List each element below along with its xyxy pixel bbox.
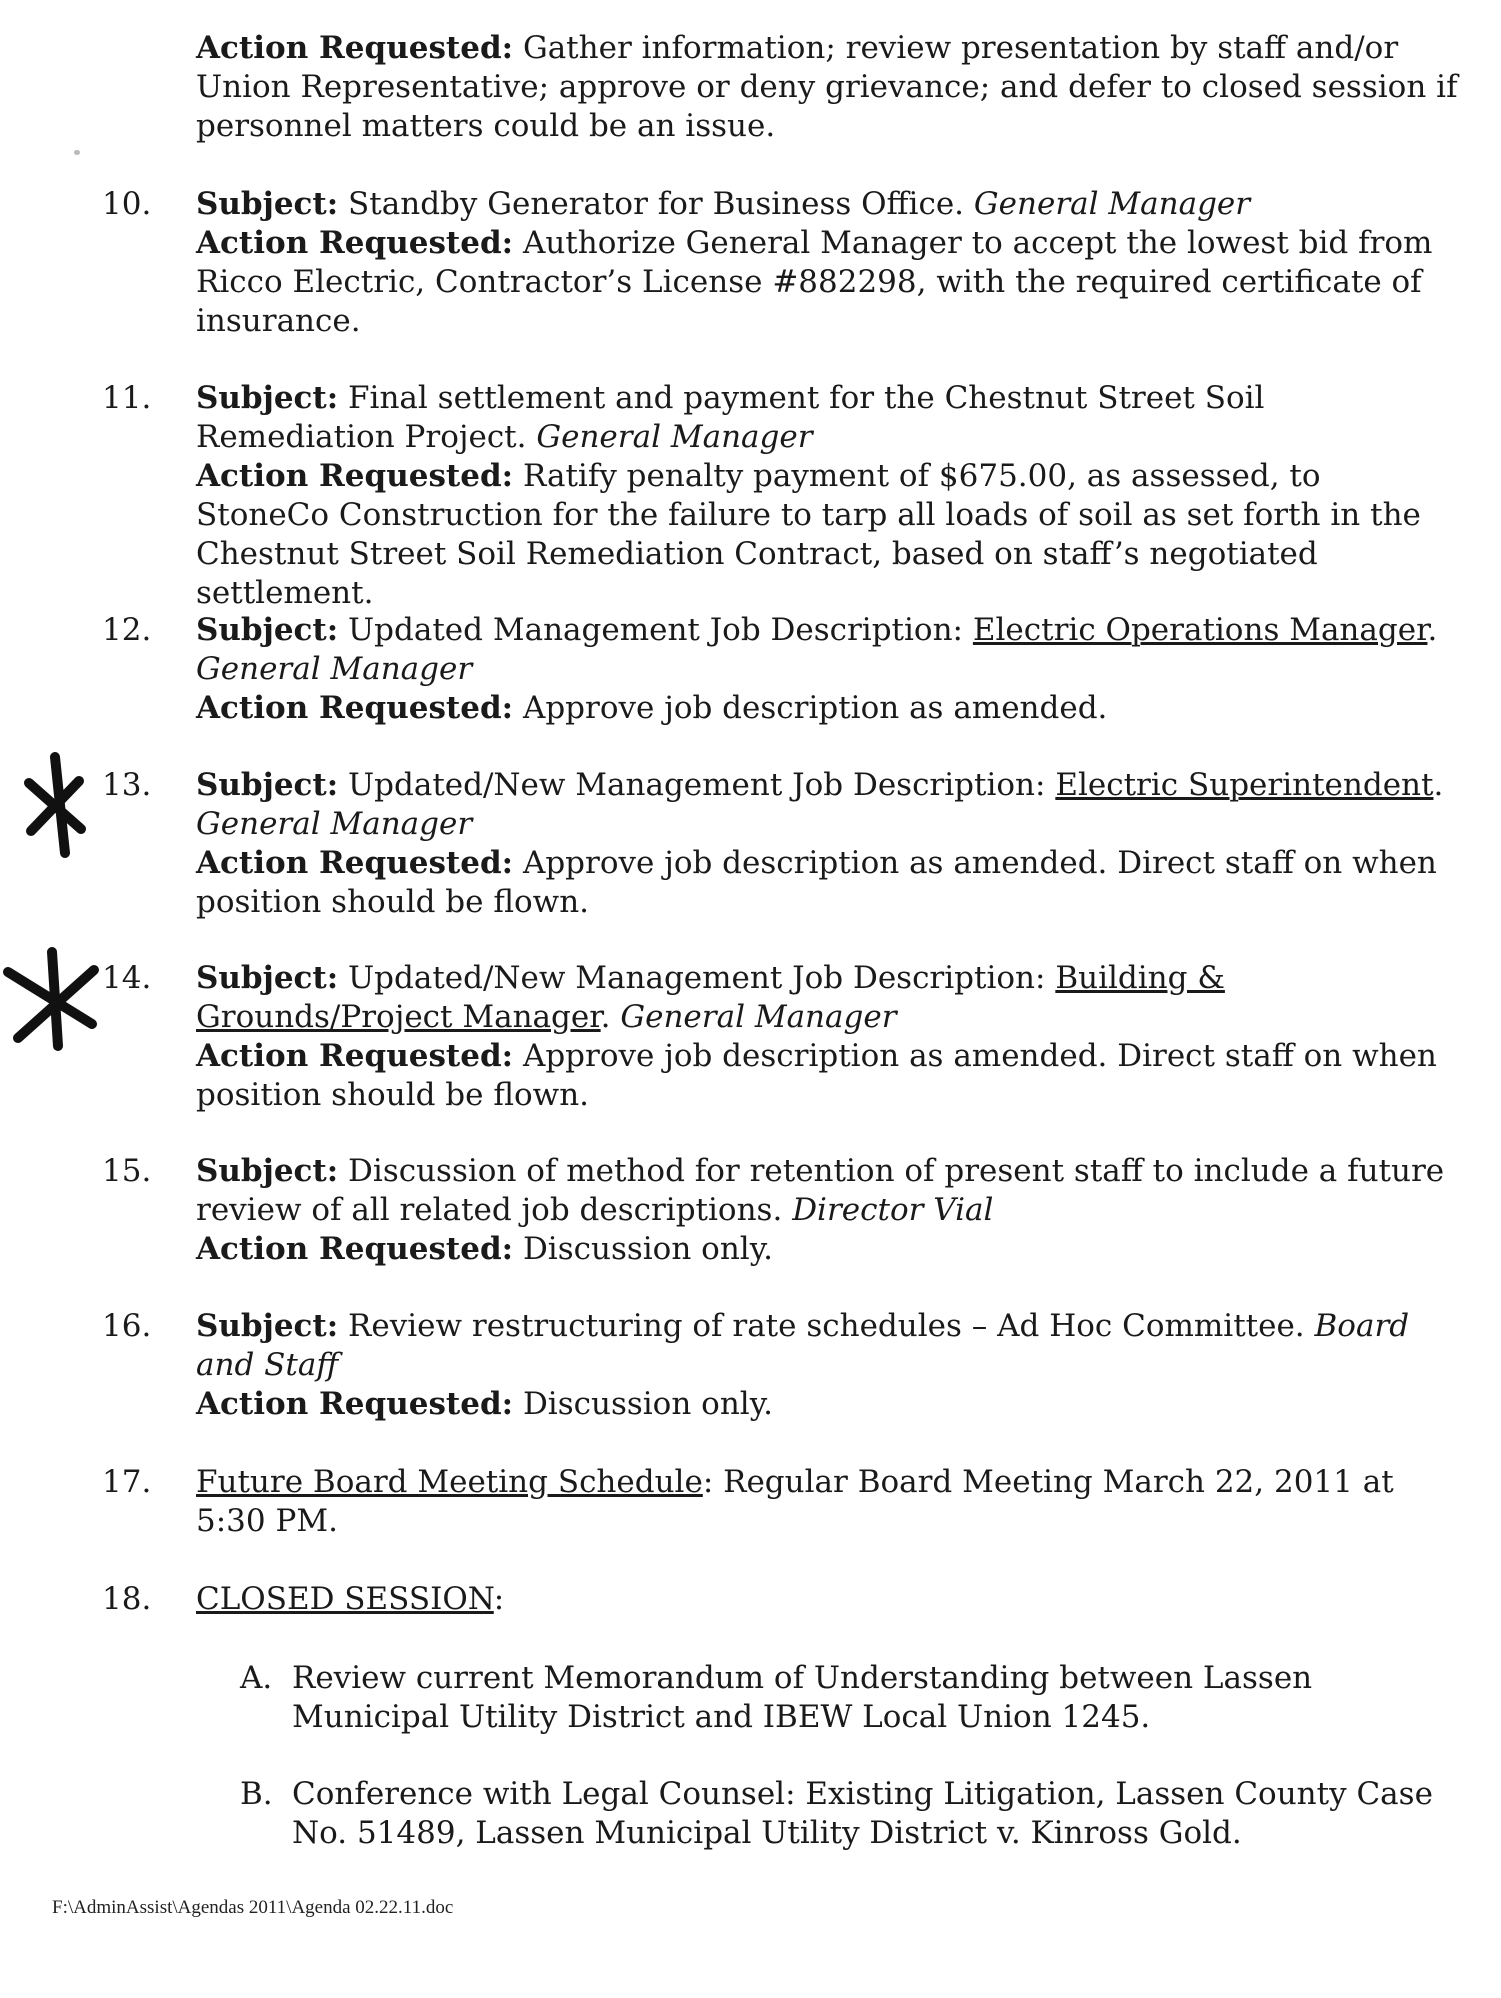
agenda-item-17: Future Board Meeting Schedule: Regular Board Meeting March 22, 2011 at 5:30 PM. [196, 1464, 1394, 1539]
agenda-item-10 [196, 185, 1461, 341]
action-text: Authorize General Manager to accept the lowest bid from Ricco Electric, Contractor’s License #882298, with the required certificate of insurance. [196, 225, 1433, 339]
presenter: General Manager [196, 651, 473, 687]
agenda-item-13 [196, 766, 1461, 922]
agenda-item-11 [196, 379, 1461, 613]
closed-session-subitem: Review current Memorandum of Understanding between Lassen Municipal Utility District and IBEW Local Union 1245. [292, 1660, 1313, 1735]
item-number: 16. [102, 1308, 152, 1344]
closed-session-subitem: Conference with Legal Counsel: Existing Litigation, Lassen County Case No. 51489, Lassen Municipal Utility District v. Kinross Gold. [292, 1776, 1433, 1851]
section-heading: CLOSED SESSION [196, 1581, 494, 1617]
item-number: 11. [102, 380, 152, 416]
intro-action [196, 29, 1461, 146]
subject-label: Subject: [196, 767, 339, 803]
subject-label: Subject: [196, 186, 339, 222]
subject-label: Subject: [196, 380, 339, 416]
item-action [196, 1037, 1461, 1115]
action-label: Action Requested: [196, 30, 514, 66]
action-text: Approve job description as amended. [522, 690, 1108, 726]
action-text: Gather information; review presentation by staff and/or Union Representative; approve or deny grievance; and defer to closed session if personnel matters could be an issue. [196, 30, 1458, 144]
action-label: Action Requested: [196, 845, 514, 881]
item-subject [196, 185, 1461, 224]
subject-text: Standby Generator for Business Office. [348, 186, 965, 222]
item-number: 10. [102, 186, 152, 222]
meeting-schedule-text: Regular Board Meeting March 22, 2011 at 5:30 PM. [196, 1464, 1394, 1539]
action-label: Action Requested: [196, 225, 514, 261]
subitem-letter: A. [240, 1660, 273, 1696]
job-title: Electric Operations Manager [972, 612, 1428, 648]
item-number: 17. [102, 1464, 152, 1500]
section-heading: Future Board Meeting Schedule [196, 1464, 703, 1500]
file-path-footer: F:\AdminAssist\Agendas 2011\Agenda 02.22.11.doc [52, 1897, 454, 1918]
subject-text: Updated Management Job Description: [348, 612, 964, 648]
item-number: 14. [102, 960, 152, 996]
agenda-item-12 [196, 611, 1461, 728]
item-subject [196, 1152, 1461, 1230]
item-action [196, 689, 1461, 728]
action-text: Discussion only. [522, 1386, 773, 1422]
subject-text: Updated/New Management Job Description: [348, 960, 1046, 996]
action-text: Discussion only. [522, 1231, 773, 1267]
item-subject [196, 379, 1461, 457]
handwritten-asterisk-icon [15, 745, 93, 865]
item-action [196, 1385, 1461, 1424]
handwritten-asterisk-icon [0, 942, 100, 1054]
subject-text: Updated/New Management Job Description: [348, 767, 1046, 803]
subject-text: Discussion of method for retention of present staff to include a future review of all related job descriptions. [196, 1153, 1445, 1228]
item-action [196, 844, 1461, 922]
item-subject: Subject: Updated/New Management Job Description: Building & Grounds/Project Manager. General Manager [196, 960, 1225, 1035]
action-text: Approve job description as amended. Direct staff on when position should be flown. [196, 1038, 1437, 1113]
subject-text: Final settlement and payment for the Chestnut Street Soil Remediation Project. [196, 380, 1265, 455]
subject-label: Subject: [196, 960, 339, 996]
presenter: General Manager [196, 806, 473, 842]
item-action [196, 457, 1461, 613]
action-label: Action Requested: [196, 690, 514, 726]
subject-label: Subject: [196, 612, 339, 648]
presenter: General Manager [536, 419, 813, 455]
item-subject [196, 1307, 1461, 1385]
presenter: General Manager [620, 999, 897, 1035]
agenda-item-16 [196, 1307, 1461, 1424]
subject-label: Subject: [196, 1153, 339, 1189]
item-action [196, 224, 1461, 341]
agenda-item-18: CLOSED SESSION: [196, 1581, 505, 1617]
subject-label: Subject: [196, 1308, 339, 1344]
action-text: Ratify penalty payment of $675.00, as assessed, to StoneCo Construction for the failure to tarp all loads of soil as set forth in the Chestnut Street Soil Remediation Contract, based on staff’s negotiated settlement. [196, 458, 1421, 611]
agenda-item-15 [196, 1152, 1461, 1269]
item-action [196, 1230, 1461, 1269]
action-text: Approve job description as amended. Direct staff on when position should be flown. [196, 845, 1437, 920]
item-subject: Subject: Updated/New Management Job Description: Electric Superintendent. General Manager [196, 767, 1444, 842]
action-label: Action Requested: [196, 458, 514, 494]
presenter: Board and Staff [196, 1308, 1410, 1383]
subject-text: Review restructuring of rate schedules – Ad Hoc Committee. [348, 1308, 1305, 1344]
item-number: 18. [102, 1581, 152, 1617]
presenter: General Manager [973, 186, 1251, 222]
subitem-letter: B. [240, 1776, 273, 1812]
presenter: Director Vial [792, 1192, 994, 1228]
action-label: Action Requested: [196, 1231, 514, 1267]
job-title: Building & Grounds/Project Manager [196, 960, 1225, 1035]
scan-speck [74, 150, 80, 155]
item-number: 13. [102, 767, 152, 803]
item-subject: Subject: Updated Management Job Description: Electric Operations Manager. General Manager [196, 612, 1438, 687]
item-number: 15. [102, 1153, 152, 1189]
action-label: Action Requested: [196, 1038, 514, 1074]
item-number: 12. [102, 612, 152, 648]
agenda-item-14 [196, 959, 1461, 1115]
job-title: Electric Superintendent [1055, 767, 1434, 803]
action-label: Action Requested: [196, 1386, 514, 1422]
